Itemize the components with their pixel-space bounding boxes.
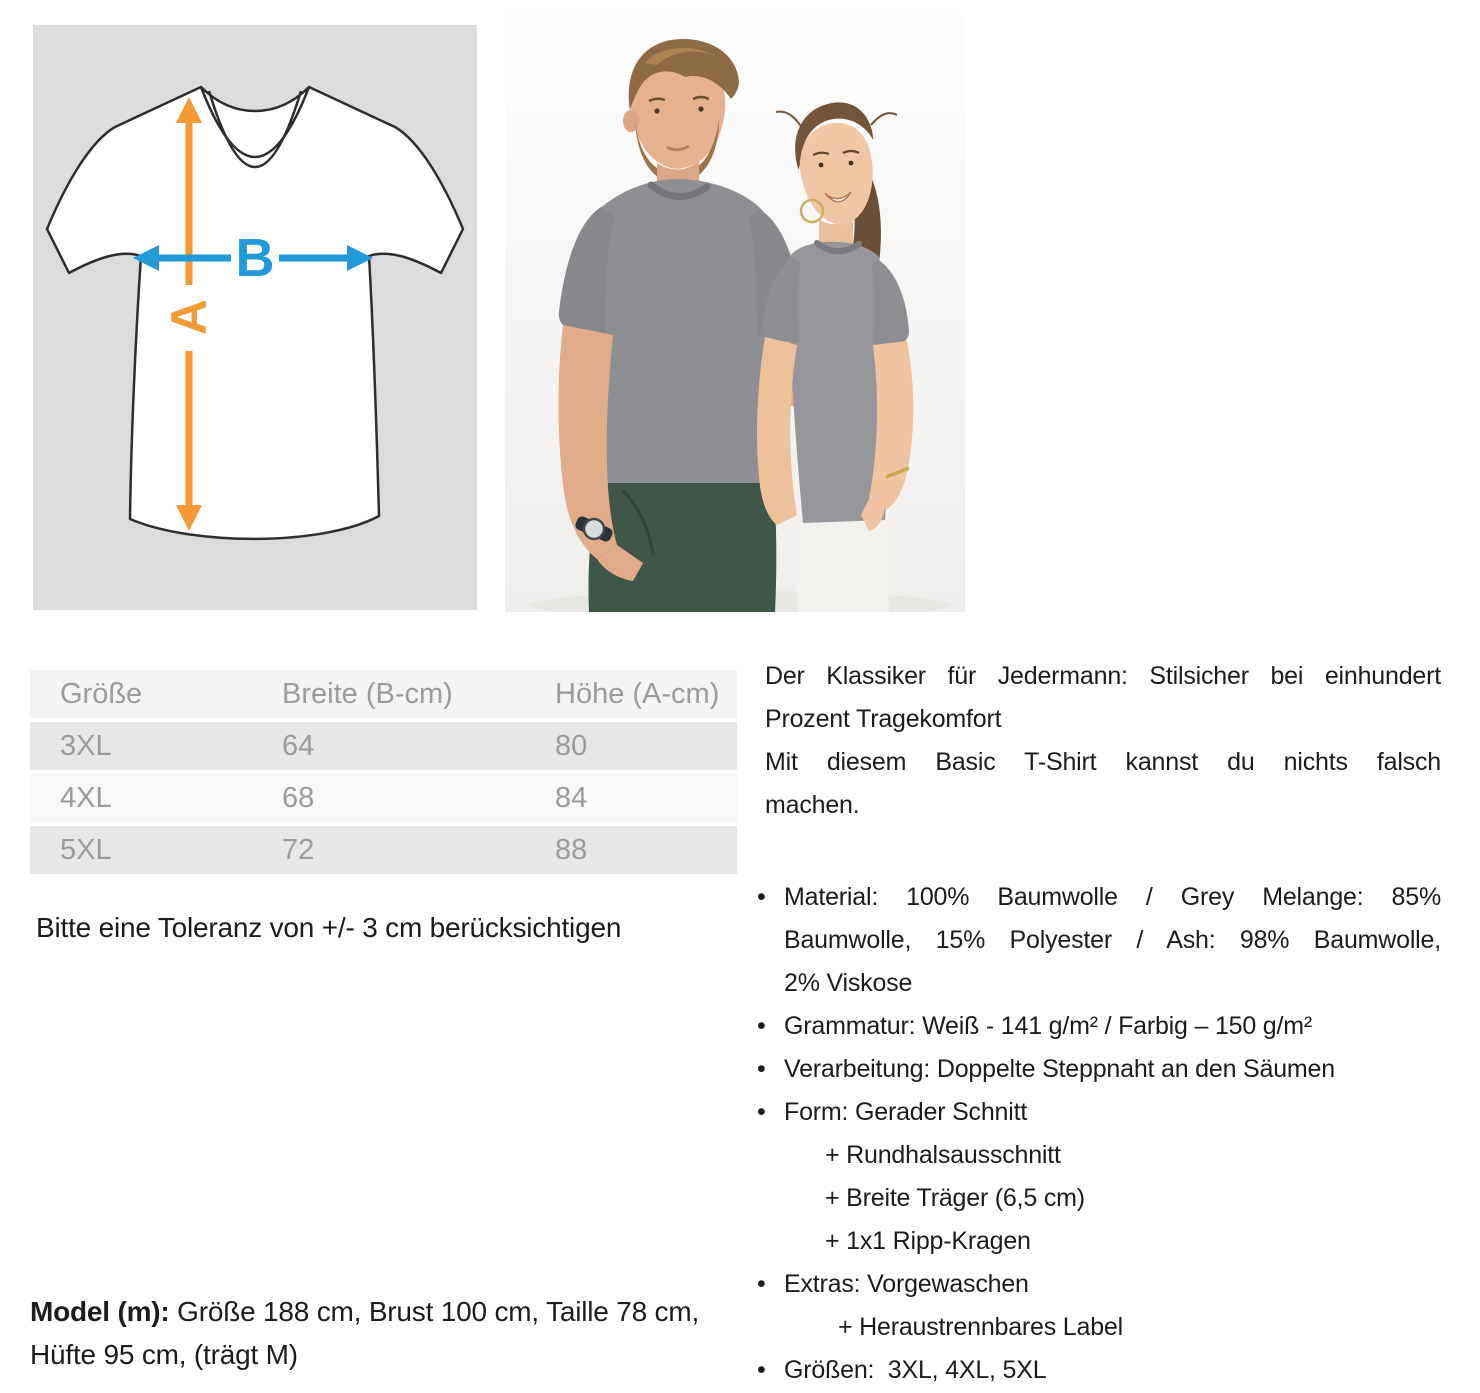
material-line: Baumwolle, 15% Polyester / Ash: 98% Baumwolle, — [784, 926, 1441, 954]
groessen-text: Größen: 3XL, 4XL, 5XL — [784, 1356, 1047, 1384]
plus-marker: + — [825, 1184, 840, 1212]
cell-size: 3XL — [60, 730, 112, 762]
plus-marker: + — [838, 1313, 853, 1341]
column-header-height: Höhe (A-cm) — [555, 678, 720, 710]
model-info-line2: Hüfte 95 cm, (trägt M) — [30, 1339, 298, 1370]
cell-size: 5XL — [60, 834, 112, 866]
cell-height: 88 — [555, 834, 588, 866]
bullet-material — [757, 876, 1441, 1005]
material-line: Material: 100% Baumwolle / Grey Melange: 85% — [784, 883, 1441, 911]
feature-list — [757, 876, 1441, 1392]
bullet-verarbeitung — [757, 1048, 1441, 1091]
description-intro — [765, 655, 1441, 827]
bullet-form — [757, 1091, 1441, 1134]
cell-size: 4XL — [60, 782, 112, 814]
bullet-marker: • — [757, 883, 766, 911]
bullet-marker: • — [757, 1270, 766, 1298]
size-table — [30, 670, 737, 878]
bullet-marker: • — [757, 1012, 766, 1040]
extras-sub-item — [765, 1306, 1441, 1349]
column-header-size: Größe — [60, 678, 143, 710]
bullet-marker: • — [757, 1098, 766, 1126]
cell-width: 68 — [282, 782, 315, 814]
extras-text: Extras: Vorgewaschen — [784, 1270, 1029, 1298]
bullet-marker: • — [757, 1055, 766, 1083]
material-line: 2% Viskose — [784, 969, 913, 997]
plus-marker: + — [825, 1141, 840, 1169]
bullet-groessen — [757, 1349, 1441, 1392]
table-row — [30, 774, 737, 822]
cell-width: 64 — [282, 730, 315, 762]
product-description — [757, 655, 1441, 1392]
form-text: Form: Gerader Schnitt — [784, 1098, 1028, 1126]
cell-height: 84 — [555, 782, 588, 814]
form-sub-text: Rundhalsausschnitt — [846, 1141, 1061, 1169]
model-info — [30, 1290, 740, 1376]
cell-width: 72 — [282, 834, 315, 866]
width-label: B — [235, 228, 275, 288]
bullet-grammatur — [757, 1005, 1441, 1048]
intro-line: Der Klassiker für Jedermann: Stilsicher bei einhundert — [765, 662, 1441, 690]
form-sub-item — [765, 1134, 1441, 1177]
model-info-measurements: Größe 188 cm, Brust 100 cm, Taille 78 cm, — [169, 1296, 700, 1327]
form-sub-item — [765, 1220, 1441, 1263]
form-sub-item — [765, 1177, 1441, 1220]
model-info-label: Model (m): — [30, 1296, 170, 1327]
bullet-marker: • — [757, 1356, 766, 1384]
form-sub-text: Breite Träger (6,5 cm) — [846, 1184, 1085, 1212]
column-header-width: Breite (B-cm) — [282, 678, 453, 710]
table-row — [30, 722, 737, 770]
product-photo-couple — [505, 15, 965, 612]
table-row — [30, 826, 737, 874]
height-label: A — [161, 298, 217, 336]
intro-line: machen. — [765, 791, 860, 819]
form-sub-text: 1x1 Ripp-Kragen — [846, 1227, 1031, 1255]
couple-photo-illustration — [505, 15, 965, 612]
tolerance-note: Bitte eine Toleranz von +/- 3 cm berücksichtigen — [36, 912, 622, 943]
tshirt-measurement-diagram — [33, 25, 477, 610]
intro-line: Mit diesem Basic T-Shirt kannst du nichts falsch — [765, 748, 1441, 776]
intro-line: Prozent Tragekomfort — [765, 705, 1002, 733]
bullet-extras — [757, 1263, 1441, 1306]
extras-sub-text: Heraustrennbares Label — [859, 1313, 1123, 1341]
size-diagram-panel — [33, 25, 477, 610]
grammatur-text: Grammatur: Weiß - 141 g/m² / Farbig – 150 g/m² — [784, 1012, 1312, 1040]
verarbeitung-text: Verarbeitung: Doppelte Steppnaht an den Säumen — [784, 1055, 1335, 1083]
cell-height: 80 — [555, 730, 588, 762]
size-table-header — [30, 670, 737, 718]
plus-marker: + — [825, 1227, 840, 1255]
